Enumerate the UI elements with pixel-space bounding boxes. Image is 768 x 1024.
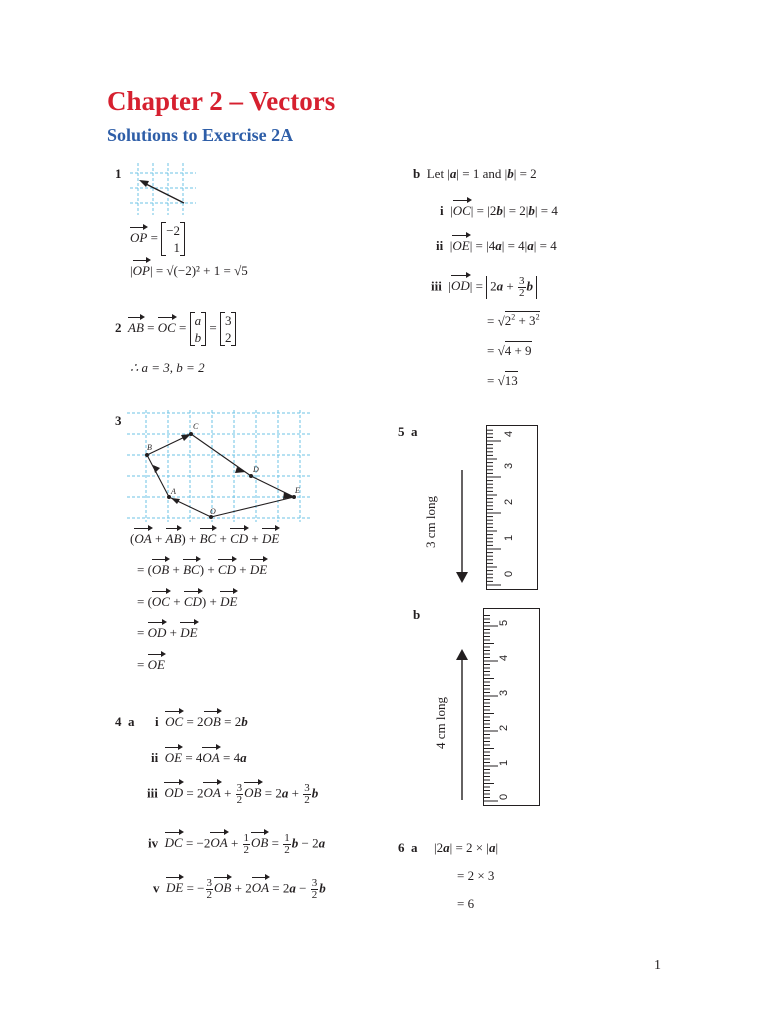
q4b-iii-step-2: = √4 + 9 [487, 343, 532, 358]
svg-text:3: 3 [498, 689, 510, 696]
point-label-c: C [193, 422, 199, 431]
q3-line-2: = (OB + BC) + CD + DE [137, 562, 268, 577]
page-subtitle: Solutions to Exercise 2A [107, 125, 294, 145]
q4b-ii: ii |OE| = |4a| = 4|a| = 4 [436, 238, 557, 253]
q1-grid-diagram [130, 163, 196, 215]
q3-line-4: = OD + DE [137, 625, 198, 640]
page-number: 1 [654, 958, 661, 973]
svg-text:4: 4 [498, 654, 510, 661]
q6a-line-3: = 6 [457, 896, 475, 911]
svg-text:2: 2 [498, 724, 510, 731]
q6a-line-1: |2a| = 2 × |a| [434, 840, 499, 855]
svg-text:3: 3 [503, 462, 515, 469]
question-number-1: 1 [115, 166, 122, 181]
q2-result: ∴ a = 3, b = 2 [130, 360, 205, 375]
q5b-ruler [483, 608, 540, 806]
q3-line-1: (OA + AB) + BC + CD + DE [130, 531, 280, 546]
q5a-ruler [486, 425, 538, 590]
svg-text:5: 5 [498, 619, 510, 626]
point-label-e: E [295, 486, 300, 495]
q6a-line-2: = 2 × 3 [457, 868, 495, 883]
question-6a-label: 6 a [398, 840, 418, 855]
svg-text:4: 4 [503, 430, 515, 437]
q5b-caption: 4 cm long [433, 697, 448, 749]
q4a-iv: iv DC = −2OA + $\frac{1}{2}$ OB = $\frac{1}{2}$ b − 2a [148, 832, 326, 856]
q4b-i: i |OC| = |2b| = 2|b| = 4 [440, 203, 558, 218]
q4a-ii: ii OE = 4OA = 4a [151, 750, 247, 765]
point-label-d: D [253, 465, 259, 474]
q1-magnitude: |OP| = √(−2)² + 1 = √5 [130, 263, 248, 278]
q5b-arrow [455, 648, 469, 800]
q4a-iii: iii OD = 2OA + $\frac{3}{2}$ OB = 2a + $\frac{3}{2}$ b [147, 782, 319, 806]
q4b-intro: b Let |a| = 1 and |b| = 2 [413, 166, 537, 181]
question-4a-label: 4 a [115, 714, 135, 729]
question-2-equation: 2 AB = OC = a b = 3 2 [115, 312, 236, 346]
svg-text:1: 1 [503, 534, 515, 541]
point-label-b: B [147, 443, 152, 452]
question-number-3: 3 [115, 413, 122, 428]
q4a-i: i OC = 2OB = 2b [155, 714, 248, 729]
q3-line-5: = OE [137, 657, 165, 672]
q4b-iii-step-1: = $√2^2 + 3^2$ [487, 313, 540, 329]
svg-text:1: 1 [498, 759, 510, 766]
q5a-caption: 3 cm long [423, 496, 438, 548]
q1-op-vector: OP = −2 1 [130, 222, 185, 256]
question-5b-label: b [413, 607, 421, 622]
page-title: Chapter 2 – Vectors [107, 86, 336, 116]
q5a-arrow [455, 470, 469, 584]
q4b-iii-step-3: = √13 [487, 373, 518, 388]
q3-line-3: = (OC + CD) + DE [137, 594, 238, 609]
q4a-v: v DE = − $\frac{3}{2}$ OB + 2OA = 2a − $\frac{3}{2}$ b [153, 877, 326, 901]
question-5a-label: 5 a [398, 424, 418, 439]
svg-text:0: 0 [503, 570, 515, 577]
point-label-a: A [171, 487, 176, 496]
point-label-o: O [210, 507, 216, 516]
svg-text:2: 2 [503, 498, 515, 505]
q3-vector-diagram [127, 410, 312, 522]
svg-text:0: 0 [498, 793, 510, 800]
q4b-iii: iii |OD| = 2a + $\frac{3}{2}$ b [431, 276, 537, 299]
